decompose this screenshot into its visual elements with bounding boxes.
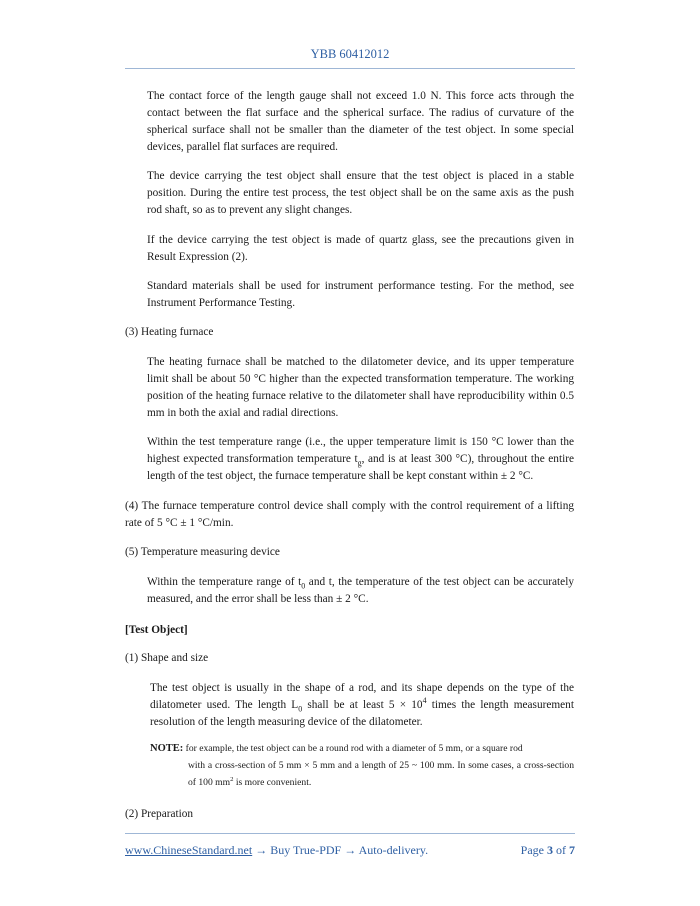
section-heading-test-object: [Test Object] (125, 624, 188, 636)
page-header: YBB 60412012 (125, 44, 575, 69)
note-label: NOTE: (150, 743, 184, 754)
note-text-first: for example, the test object can be a round rod with a diameter of 5 mm, or a square rod (183, 743, 523, 754)
paragraph-quartz-glass: If the device carrying the test object is made of quartz glass, see the precautions given in Result Expression (2). (147, 234, 574, 263)
paragraph-standard-materials: Standard materials shall be used for instrument performance testing. For the method, see Instrument Performance Testing. (147, 280, 574, 309)
item-furnace-control: (4) The furnace temperature control device shall comply with the control requirement of a lifting rate of 5 °C ± 1 °C/min. (125, 500, 574, 529)
item-shape-and-size: (1) Shape and size (125, 652, 209, 664)
site-link[interactable]: www.ChineseStandard.net (125, 843, 253, 857)
item-heating-furnace: (3) Heating furnace (125, 326, 214, 338)
footer-promo: www.ChineseStandard.net → Buy True-PDF → Auto-delivery. (125, 843, 429, 857)
paragraph-test-temperature-range: Within the test temperature range (i.e., the upper temperature limit is 150 °C lower than the highest expected transformation temperature $t_g$, and is at least 300 °C), throughout the entire length of the test object, the furnace temperature shall be kept constant within ± 2 °C. (147, 436, 574, 482)
paragraph-temperature-range: Within the temperature range of $t_0$ and t, the temperature of the test object can be accurately measured, and the error shall be less than ± 2 °C. (147, 576, 574, 605)
paragraph-heating-furnace: The heating furnace shall be matched to the dilatometer device, and its upper temperature limit shall be about 50 °C higher than the expected transformation temperature. The working position of the heating furnace relative to the dilatometer shall have reproducibility within 0.5 mm in both the axial and radial directions. (147, 356, 574, 419)
page-footer (125, 833, 575, 857)
paragraph-shape-and-size: The test object is usually in the shape of a rod, and its shape depends on the type of the dilatometer used. The length $L_0$ shall be at least $5 \times 10^4$ times the length measurement resolution of the length measuring device of the dilatometer. (150, 682, 574, 728)
page-number: Page 3 of 7 (520, 843, 575, 857)
note-text-rest: with a cross-section of 5 mm × 5 mm and a length of 25 ~ 100 mm. In some cases, a cross-section of 100 $mm^2$ is more convenient. (188, 760, 574, 788)
note-block (150, 740, 574, 791)
item-preparation: (2) Preparation (125, 808, 194, 820)
item-temperature-measuring: (5) Temperature measuring device (125, 546, 280, 558)
paragraph-contact-force: The contact force of the length gauge shall not exceed 1.0 N. This force acts through the contact between the flat surface and the spherical surface. The radius of curvature of the spherical surface shall not be smaller than the diameter of the test object. In some special devices, parallel flat surfaces are required. (147, 90, 574, 153)
paragraph-device-carrying: The device carrying the test object shall ensure that the test object is placed in a stable position. During the entire test process, the test object shall be on the same axis as the push rod shaft, so as to prevent any slight changes. (147, 170, 574, 216)
